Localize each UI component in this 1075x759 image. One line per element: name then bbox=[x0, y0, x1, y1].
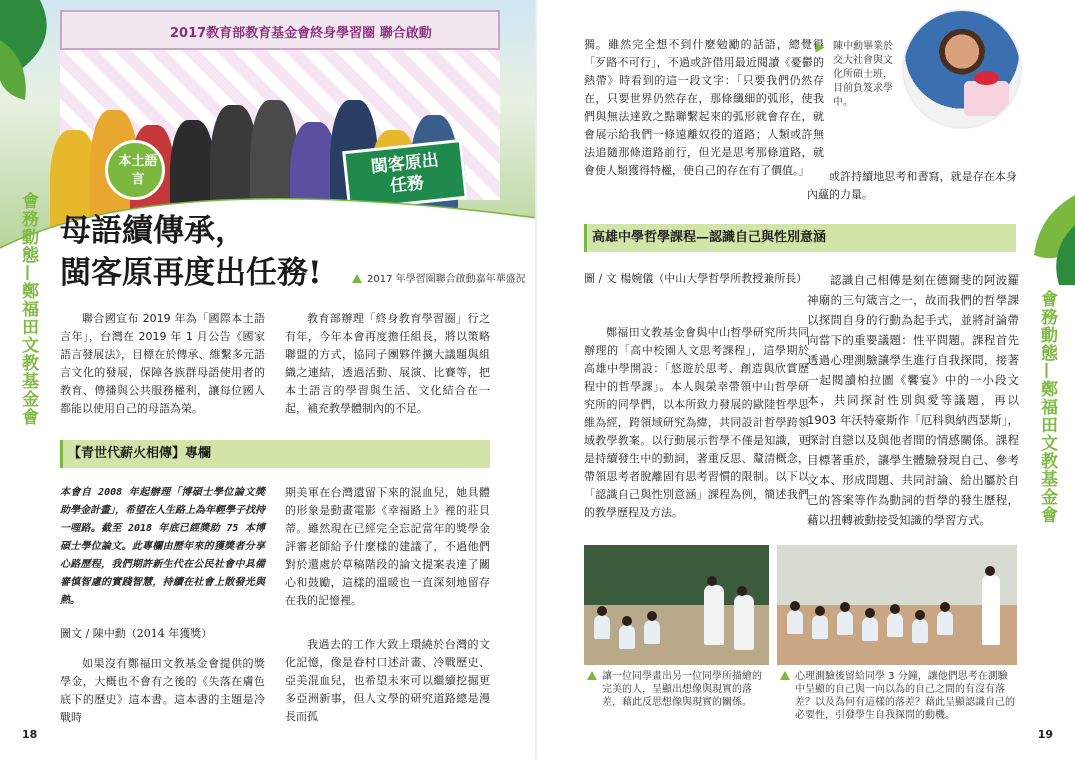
photo-caption-1: 讓一位同學畫出另一位同學所描繪的完美的人，呈顯出想像與現實的落差，藉此反思想像與現實的關係。 bbox=[602, 670, 770, 709]
column-intro: 本會自 2008 年起辦理「博碩士學位論文獎助學金計畫」，希望在人生路上為年輕學子找持一哩路。截至 2018 年底已經獎助 75 本博碩士學位論文。此專欄由歷年來的獲獎者分享心路歷程，我們期許新生代在公民社會中具備審慎智慮的實踐智慧，持續在社會上散發光與熱。 bbox=[60, 487, 265, 606]
article-column-1: 聯合國宣布 2019 年為「國際本土語言年」，台灣在 2019 年 1 月公告《國家語言發展法》，目標在於傳承、維繫多元語言文化的發展，保障各族群母語使用者的教育、傳播與公共服務權利，讓每位國人都能以使用自己的母語為榮。 bbox=[60, 312, 265, 415]
byline: 圖文 / 陳中勳（2014 年獲獎） bbox=[60, 627, 213, 640]
author-portrait bbox=[902, 9, 1022, 129]
byline: 圖 / 文 楊婉儀（中山大學哲學所教授兼所長） bbox=[584, 272, 808, 285]
portrait-caption: 陳中勳畢業於交大社會與文化所碩士班，目前負笈求學中。 bbox=[833, 40, 901, 110]
section-title-bar: 高雄中學哲學課程—認識自己與性別意涵 bbox=[584, 224, 1016, 252]
page-number: 19 bbox=[1037, 728, 1053, 741]
article-body-right-bottom: 我過去的工作大致上環繞於台灣的文化記憶，像是眷村口述計畫、冷戰歷史、亞美混血兒，也希望未來可以繼續挖掘更多亞洲新事，但人文學的研究道路總是漫長而孤 bbox=[285, 638, 490, 723]
hero-caption: 2017 年學習圈聯合啟動嘉年華盛況 bbox=[352, 270, 526, 285]
article-body-left: 如果沒有鄭福田文教基金會提供的獎學金，大概也不會有之後的《失落在膚色底下的歷史》這本書。這本書的主題是冷戰時 bbox=[60, 657, 265, 724]
cake-image bbox=[964, 81, 1009, 116]
left-page bbox=[0, 0, 537, 759]
leaf-decoration bbox=[1029, 195, 1075, 285]
article-column-2: 認識自己相傳是刻在德爾斐的阿波羅神廟的三句箴言之一，故而我們的哲學課以探問自身的行動為起手式，並將討論帶向當下的重要議題：性平問題。課程首先透過心理測驗讓學生進行自我探問，接著一起閱讀柏拉圖《饗宴》中的一小段文本，共同探討性別與愛等議題，再以 1903 年沃特豪斯作「厄科與納西瑟斯」，探討自戀以及與他者間的情感關係。課程目標著重於，讓學生體驗發現自己、參考文本、形成問題、共同討論、給出屬於自己的答案等作為動詞的哲學的發生歷程，藉以扭轉被動接受知識的學習方式。 bbox=[807, 273, 1019, 527]
quote-paragraph: 獨。雖然完全想不到什麼勉勵的話語，總覺得「歹路不可行」，不過或許借用最近閱讀《憂鬱的熱帶》時看到的這一段文字：「只要我們仍然存在，只要世界仍然存在，那條纖細的弧形，使我們與無法達致之點聯繫起來的弧形就會存在，就會展示給我們一條遠離奴役的道路；人類或許無法追隨那條道路前行，但光是思考那條道路，就會使人類獲得特權，使自己的存在有了價值。」 bbox=[584, 38, 824, 177]
quote-tail: 或許持續地思考和書寫，就是存在本身內蘊的力量。 bbox=[807, 170, 1017, 201]
article-title: 母語續傳承， 閩客原再度出任務! bbox=[60, 213, 322, 291]
photo-caption-2: 心理測驗後留給同學 3 分鐘，讓他們思考在測驗中呈顯的自己與一向以為的自己之間的有沒有落差？以及為何有這樣的落差？藉此呈顯認識自己的必要性，引發學生自我探問的動機。 bbox=[795, 670, 1017, 722]
triangle-icon bbox=[780, 671, 790, 680]
sign-mission: 閩客原出任務 bbox=[342, 139, 468, 211]
article-column-2: 教育部辦理「終身教育學習圈」行之有年，今年本會再度擔任組長，將以策略聯盟的方式，協同子團夥伴擴大議題與組織之連結，透過活動、展演、比賽等，把本土語言的學習與生活、文化結合在一起，補充教學體制內的不足。 bbox=[285, 312, 490, 415]
class-photo-2 bbox=[777, 545, 1017, 665]
triangle-icon bbox=[587, 671, 597, 680]
article-column-1: 鄭福田文教基金會與中山哲學研究所共同辦理的「高中校園人文思考課程」，這學期於高雄中學開設：「悠遊於思考、創造與欣賞歷程中的哲學課」。本人與榮幸帶領中山哲學研究所的同學們，以本所致力發展的歐陸哲學思維為經，跨領域研究為緯，共同設計哲學跨領域教學教案。以行動展示哲學不僅是知識，更是持續發生中的動詞，著重反思、釐清概念，帶領思考者脫離固有思考習慣的限制。以下以「認識自己與性別意涵」課程為例，簡述我們的教學歷程及方法。 bbox=[584, 326, 809, 519]
article-body-right-top: 期美軍在台灣遺留下來的混血兒，她具體的形象是動畫電影《幸福路上》裡的莊貝蒂。雖然現在已經完全忘記當年的獎學金評審老師給予什麼樣的建議了，不過他們對於還處於草稿階段的論文提案表達了關心和鼓勵，這樣的溫暖也一直深刻地留存在我的記憶裡。 bbox=[285, 486, 490, 607]
event-banner: 2017教育部教育基金會終身學習圈 聯合啟動 bbox=[60, 10, 500, 50]
triangle-icon bbox=[816, 43, 825, 53]
page-number: 18 bbox=[22, 728, 38, 741]
right-page bbox=[537, 0, 1075, 759]
section-title-bar: 【青世代薪火相傳】專欄 bbox=[60, 440, 490, 468]
triangle-icon bbox=[352, 274, 362, 283]
sign-native-language: 本土語言 bbox=[105, 140, 165, 200]
leaf-decoration bbox=[0, 0, 60, 110]
vertical-section-label: 會務動態—鄭福田文教基金會 bbox=[18, 192, 38, 426]
vertical-section-label: 會務動態—鄭福田文教基金會 bbox=[1037, 290, 1057, 524]
class-photo-1 bbox=[584, 545, 769, 665]
